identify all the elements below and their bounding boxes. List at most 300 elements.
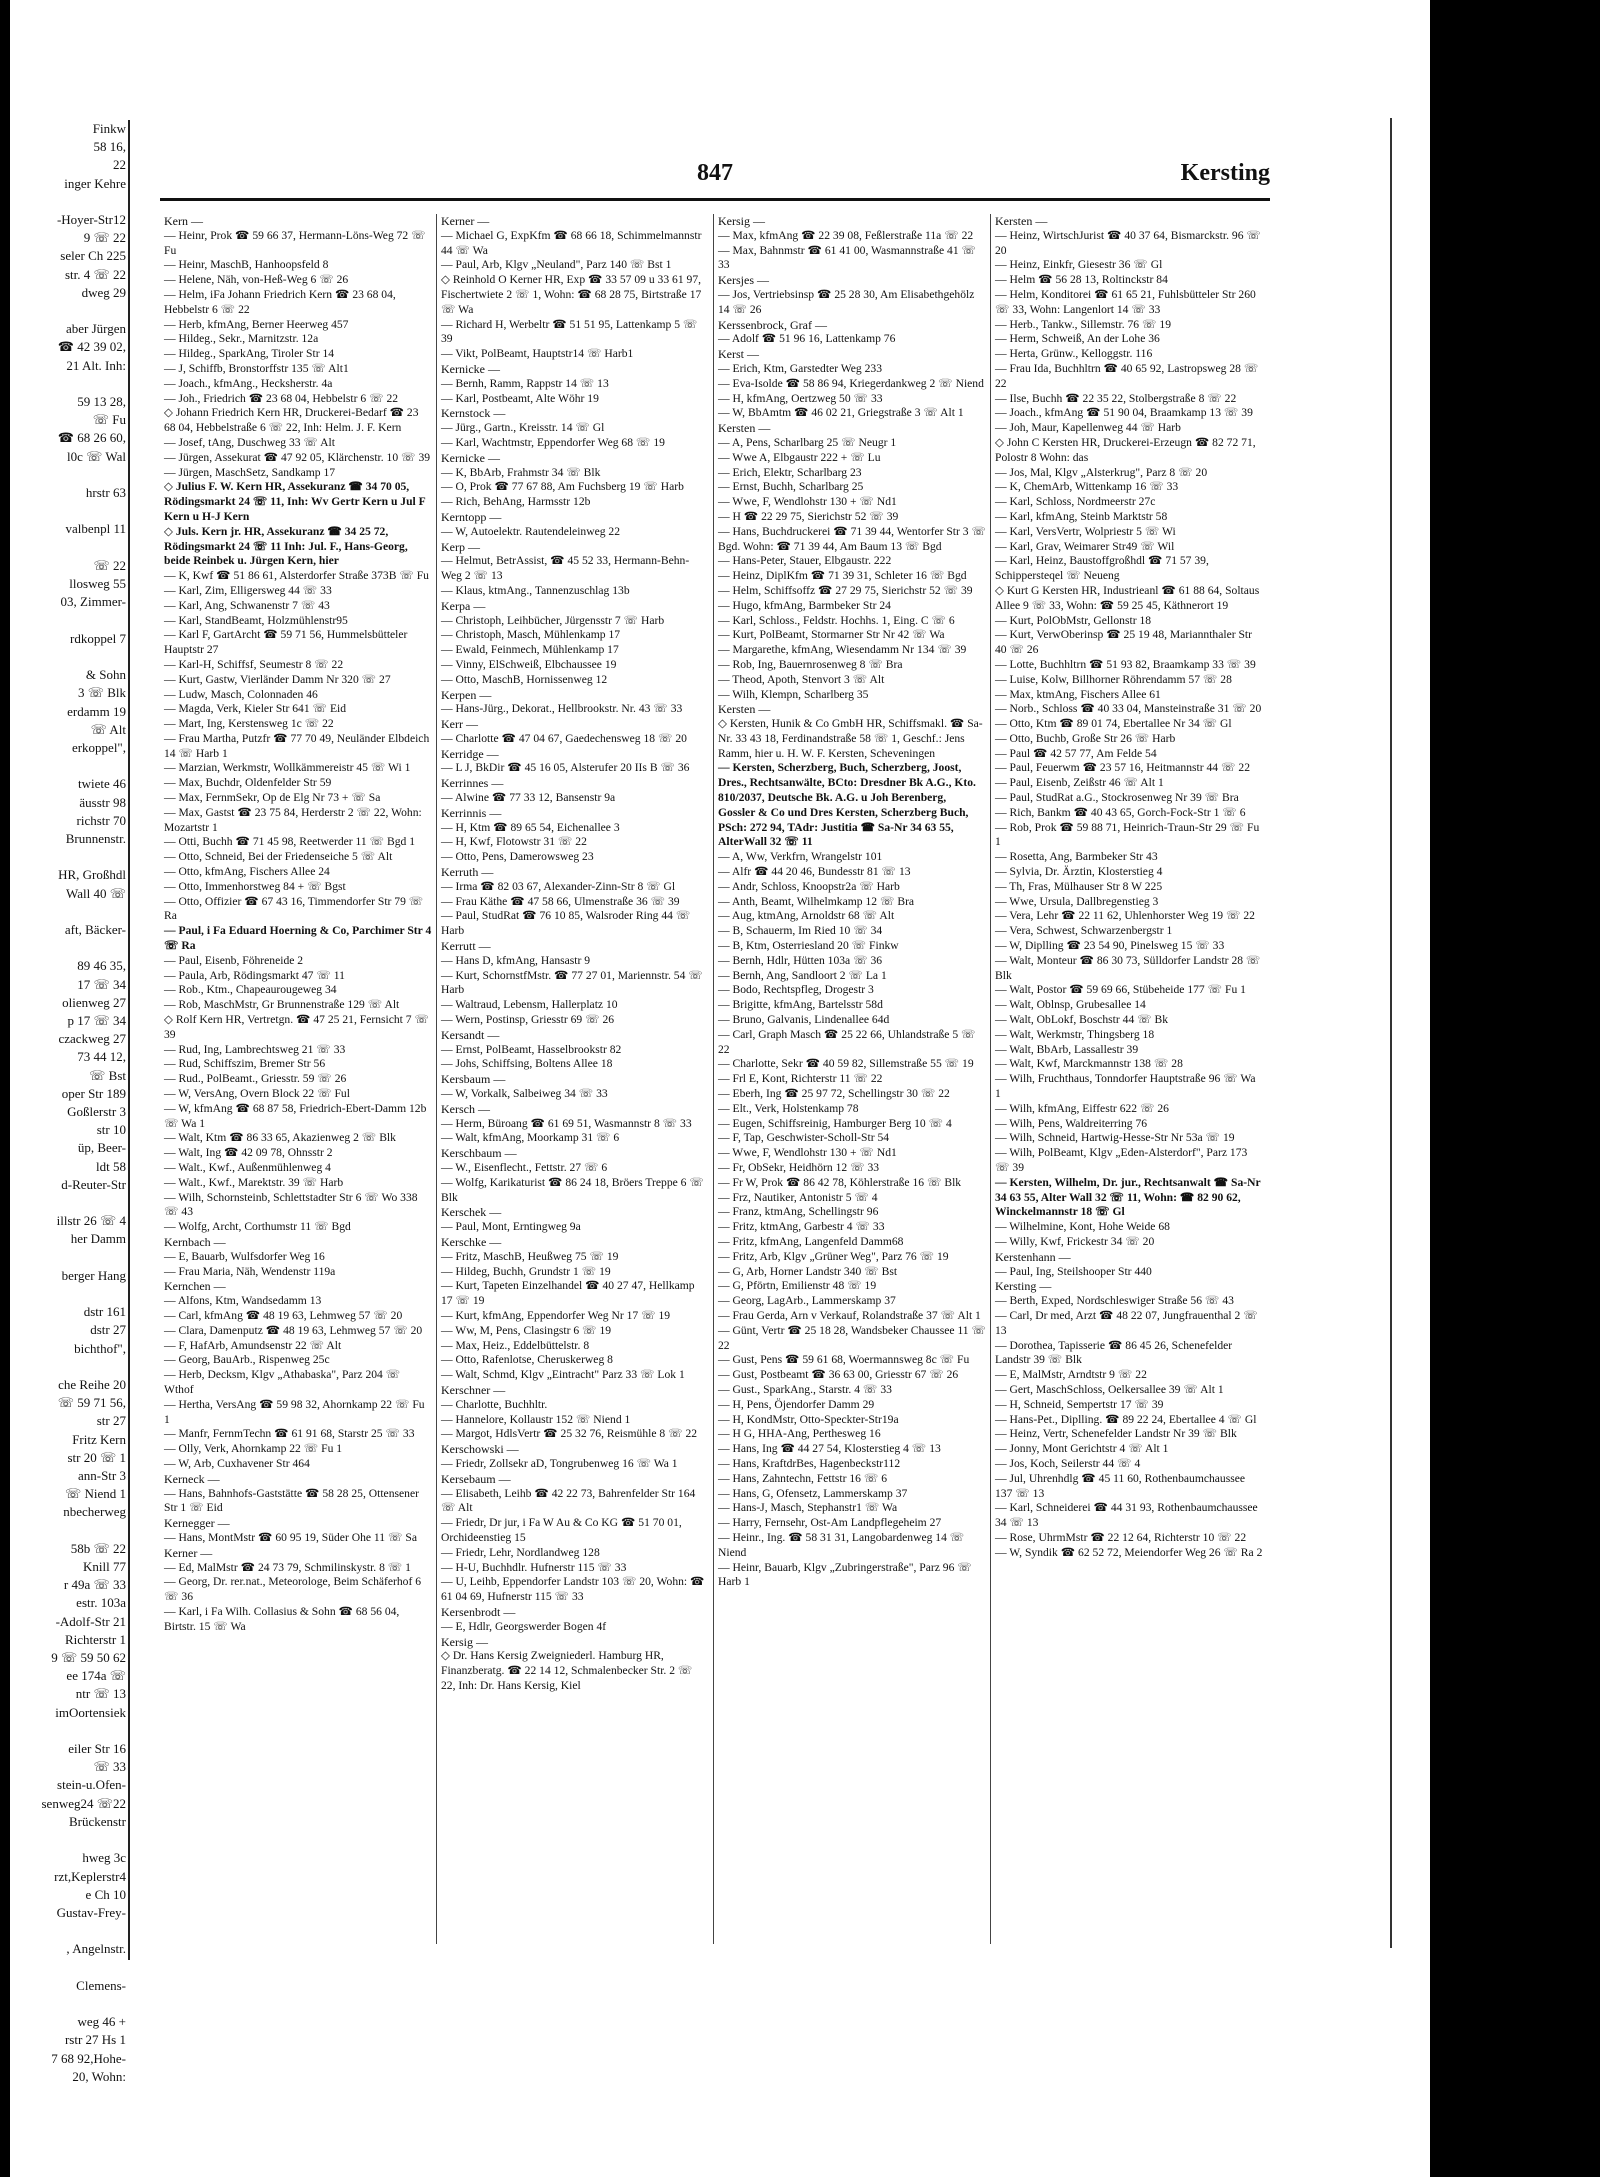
- directory-entry: — Walt, Monteur ☎ 86 30 73, Sülldorfer Landstr 28 ☏ Blk: [995, 953, 1261, 982]
- directory-entry: — Brigitte, kfmAng, Bartelsstr 58d: [718, 998, 883, 1012]
- directory-entry: — Frz, Nautiker, Antonistr 5 ☏ 4: [718, 1190, 878, 1204]
- directory-entry: — Georg, BauArb., Rispenweg 25c: [164, 1353, 330, 1367]
- directory-entry: — Heinz, Einkfr, Giesestr 36 ☏ Gl: [995, 258, 1163, 272]
- directory-entry: — W, Syndik ☎ 62 52 72, Meiendorfer Weg 26 ☏ Ra 2: [995, 1545, 1263, 1559]
- directory-entry: — Jos, Vertriebsinsp ☎ 25 28 30, Am Elisabethgehölz 14 ☏ 26: [718, 287, 975, 316]
- prev-page-line: [0, 375, 128, 393]
- directory-entry: — Paul, Eisenb, Föhreneide 2: [164, 953, 304, 967]
- prev-page-line: [0, 1522, 128, 1540]
- directory-entry: — Walt, Oblnsp, Grubesallee 14: [995, 998, 1146, 1012]
- surname-heading: Kersenbrodt —: [441, 1604, 516, 1619]
- prev-page-line: [0, 903, 128, 921]
- directory-entry: — Friedr, Lehr, Nordlandweg 128: [441, 1545, 600, 1559]
- directory-entry: — Otto, Immenhorstweg 84 + ☏ Bgst: [164, 879, 346, 893]
- directory-entry: — Paul, Feuerwm ☎ 23 57 16, Heitmannstr 44 ☏ 22: [995, 761, 1250, 775]
- prev-page-line: aft, Bäcker-: [64, 921, 126, 937]
- directory-entry: — Herta, Grünw., Kelloggstr. 116: [995, 347, 1153, 361]
- prev-page-line: olienweg 27: [62, 994, 126, 1010]
- surname-heading: Kerpa —: [441, 598, 486, 613]
- prev-page-line: [0, 193, 128, 211]
- directory-entry: — Manfr, FernmTechn ☎ 61 91 68, Starstr 25 ☏ 33: [164, 1427, 415, 1441]
- directory-entry: — Hans-Peter, Stauer, Elbgaustr. 222: [718, 554, 892, 568]
- prev-page-line: p 17 ☏ 34: [67, 1012, 126, 1028]
- directory-entry: — Max, ktmAng, Fischers Allee 61: [995, 687, 1161, 701]
- prev-page-line: llosweg 55: [69, 576, 126, 592]
- directory-entry: — Otto, Schneid, Bei der Friedenseiche 5 ☏ Alt: [164, 850, 393, 864]
- directory-entry: — Hildeg., Sekr., Marnitzstr. 12a: [164, 332, 319, 346]
- directory-entry: — Anth, Beamt, Wilhelmkamp 12 ☏ Bra: [718, 894, 915, 908]
- prev-page-line: [0, 1722, 128, 1740]
- surname-heading: Kerneck —: [164, 1471, 220, 1486]
- prev-page-line: richstr 70: [76, 812, 126, 828]
- directory-entry: — Marzian, Werkmstr, Wollkämmereistr 45 ☏ Wi 1: [164, 761, 411, 775]
- directory-entry: — Johs, Schiffsing, Boltens Allee 18: [441, 1057, 613, 1071]
- directory-entry: — Rud, Schiffszim, Bremer Str 56: [164, 1057, 326, 1071]
- directory-entry: — Rosetta, Ang, Barmbeker Str 43: [995, 850, 1158, 864]
- directory-entry: — Jürgen, Assekurat ☎ 47 92 05, Klärchenstr. 10 ☏ 39: [164, 450, 431, 464]
- directory-entry: — O, Prok ☎ 77 67 88, Am Fuchsberg 19 ☏ Harb: [441, 480, 684, 494]
- directory-entry: — Wilh, Fruchthaus, Tonndorfer Hauptstraße 96 ☏ Wa 1: [995, 1072, 1256, 1101]
- column-1: [160, 214, 437, 1944]
- surname-heading: Kerssenbrock, Graf —: [718, 317, 827, 332]
- directory-entry: — Kurt, SchornstfMstr. ☎ 77 27 01, Mariennstr. 54 ☏ Harb: [441, 968, 703, 997]
- directory-entry: — Ww, M, Pens, Clasingstr 6 ☏ 19: [441, 1323, 612, 1337]
- directory-entry: — F, HafArb, Amundsenstr 22 ☏ Alt: [164, 1338, 342, 1352]
- directory-entry: — Wern, Postinsp, Griesstr 69 ☏ 26: [441, 1013, 615, 1027]
- surname-heading: Kersig —: [441, 1634, 488, 1649]
- directory-entry: — Ernst, PolBeamt, Hasselbrookstr 82: [441, 1042, 622, 1056]
- surname-heading: Kersig —: [718, 214, 765, 228]
- directory-entry: — H G, HHA-Ang, Perthesweg 16: [718, 1427, 881, 1441]
- directory-entry: — Joh, Maur, Kapellenweg 44 ☏ Harb: [995, 421, 1181, 435]
- surname-heading: Kerp —: [441, 539, 480, 554]
- directory-entry: — Karl, Schneiderei ☎ 44 31 93, Rothenbaumchaussee 34 ☏ 13: [995, 1501, 1258, 1530]
- directory-entry: — G, Pförtn, Emilienstr 48 ☏ 19: [718, 1279, 877, 1293]
- directory-entry: — Bruno, Galvanis, Lindenallee 64d: [718, 1013, 890, 1027]
- directory-entry: — Fritz, Arb, Klgv „Grüner Weg", Parz 76 ☏ 19: [718, 1249, 949, 1263]
- directory-entry: — Karl, Zim, Elligersweg 44 ☏ 33: [164, 583, 332, 597]
- directory-entry: — Irma ☎ 82 03 67, Alexander-Zinn-Str 8 ☏ Gl: [441, 879, 676, 893]
- surname-heading: Kerr —: [441, 717, 478, 732]
- prev-page-line: ☎ 42 39 02,: [57, 339, 126, 355]
- directory-entry: — Karl, VersVertr, Wolpriestr 5 ☏ Wi: [995, 524, 1176, 538]
- directory-entry: — Aug, ktmAng, Arnoldstr 68 ☏ Alt: [718, 909, 895, 923]
- directory-entry: ◇ Julius F. W. Kern HR, Assekuranz ☎ 34 70 05, Rödingsmarkt 24 ☏ 11, Inh: Wv Gertr Kern u Jul F Kern u H-J Kern: [164, 480, 426, 523]
- prev-page-line: [0, 1358, 128, 1376]
- directory-entry: — Walt, Werkmstr, Thingsberg 18: [995, 1027, 1155, 1041]
- directory-entry: — Theod, Apoth, Stenvort 3 ☏ Alt: [718, 672, 885, 686]
- directory-entry: — Otto, Ktm ☎ 89 01 74, Ebertallee Nr 34 ☏ Gl: [995, 717, 1232, 731]
- directory-entry: — Karl, kfmAng, Steinb Marktstr 58: [995, 509, 1168, 523]
- directory-entry: — Wilh, kfmAng, Eiffestr 622 ☏ 26: [995, 1101, 1169, 1115]
- directory-entry: — Wwe, Ursula, Dallbregenstieg 3: [995, 894, 1159, 908]
- directory-entry: — W, Vorkalk, Salbeiweg 34 ☏ 33: [441, 1087, 608, 1101]
- directory-entry: — Paul ☎ 42 57 77, Am Felde 54: [995, 746, 1157, 760]
- directory-entry: — Georg, LagArb., Lammerskamp 37: [718, 1294, 896, 1308]
- prev-page-line: ☏ 59 71 56,: [57, 1395, 126, 1411]
- directory-entry: — Hannelore, Kollaustr 152 ☏ Niend 1: [441, 1412, 631, 1426]
- prev-page-line: valbenpl 11: [65, 521, 126, 537]
- prev-page-line: eiler Str 16: [68, 1741, 126, 1757]
- directory-entry: — Helm, Schiffsoffz ☎ 27 29 75, Sierichstr 52 ☏ 39: [718, 583, 973, 597]
- directory-entry: — Frau Gerda, Arn v Verkauf, Rolandstraße 37 ☏ Alt 1: [718, 1308, 981, 1322]
- directory-entry: — Karl, Ang, Schwanenstr 7 ☏ 43: [164, 598, 330, 612]
- surname-heading: Kernbach —: [164, 1234, 226, 1249]
- running-head: Kersting: [1180, 160, 1270, 186]
- directory-entry: ◇ Kersten, Hunik & Co GmbH HR, Schiffsmakl. ☎ Sa-Nr. 33 43 18, Ferdinandstraße 58 ☏ 1, Geschf.: Jens Ramm, hier u. H. W. F. Kersten, Scheveningen: [718, 717, 983, 760]
- directory-entry: — Wilh, Schneid, Hartwig-Hesse-Str Nr 53a ☏ 19: [995, 1131, 1235, 1145]
- directory-entry: — B, Ktm, Osterriesland 20 ☏ Finkw: [718, 939, 899, 953]
- directory-entry: — Rose, UhrmMstr ☎ 22 12 64, Richterstr 10 ☏ 22: [995, 1530, 1247, 1544]
- prev-page-line: dweg 29: [81, 284, 126, 300]
- prev-page-line: d-Reuter-Str: [61, 1176, 126, 1192]
- directory-entry: — Wilh, Pens, Waldreiterring 76: [995, 1116, 1148, 1130]
- directory-entry: — Max, kfmAng ☎ 22 39 08, Feßlerstraße 11a ☏ 22: [718, 228, 974, 242]
- directory-entry: — Hans-Jürg., Dekorat., Hellbrookstr. Nr. 43 ☏ 33: [441, 702, 683, 716]
- directory-entry: — Kurt, Tapeten Einzelhandel ☎ 40 27 47, Hellkamp 17 ☏ 19: [441, 1279, 695, 1308]
- prev-page-line: nbecherweg: [63, 1504, 126, 1520]
- directory-entry: — W, BbAmtm ☎ 46 02 21, Griegstraße 3 ☏ Alt 1: [718, 406, 964, 420]
- directory-entry: — Otto, Rafenlotse, Cheruskerweg 8: [441, 1353, 613, 1367]
- prev-page-line: 03, Zimmer-: [60, 594, 126, 610]
- directory-entry: — Th, Fras, Mülhauser Str 8 W 225: [995, 879, 1163, 893]
- directory-entry: — Walt, kfmAng, Moorkamp 31 ☏ 6: [441, 1131, 620, 1145]
- directory-entry: — Gert, MaschSchloss, Oelkersallee 39 ☏ Alt 1: [995, 1382, 1224, 1396]
- directory-entry: — H-U, Buchhdlr. Hufnerstr 115 ☏ 33: [441, 1560, 627, 1574]
- surname-heading: Kernegger —: [164, 1516, 230, 1531]
- directory-entry: — Heinr, MaschB, Hanhoopsfeld 8: [164, 258, 329, 272]
- prev-page-line: rstr 27 Hs 1: [64, 2032, 126, 2048]
- prev-page-line: [0, 1831, 128, 1849]
- surname-heading: Kerschowski —: [441, 1442, 519, 1457]
- directory-entry: — Charlotte, Sekr ☎ 40 59 82, Sillemstraße 55 ☏ 19: [718, 1057, 974, 1071]
- directory-entry: — Jul, Uhrenhdlg ☎ 45 11 60, Rothenbaumchaussee 137 ☏ 13: [995, 1471, 1246, 1500]
- directory-entry: — Herb, Decksm, Klgv „Athabaska", Parz 204 ☏ Wthof: [164, 1368, 401, 1396]
- directory-entry: — Christoph, Leihbücher, Jürgensstr 7 ☏ Harb: [441, 613, 665, 627]
- page-number: 847: [697, 160, 733, 186]
- directory-entry: — Jonny, Mont Gerichtstr 4 ☏ Alt 1: [995, 1442, 1169, 1456]
- directory-entry: — Vikt, PolBeamt, Hauptstr14 ☏ Harb1: [441, 347, 634, 361]
- directory-entry: — Klaus, ktmAng., Tannenzuschlag 13b: [441, 583, 630, 597]
- prev-page-line: imOortensiek: [55, 1704, 126, 1720]
- surname-heading: Kerstenhann —: [995, 1249, 1071, 1264]
- directory-entry: ◇ Juls. Kern jr. HR, Assekuranz ☎ 34 25 72, Rödingsmarkt 24 ☏ 11 Inh: Jul. F., Hans-Georg, beide Reinbek u. Jürgen Kern, hier: [164, 524, 408, 568]
- directory-entry: — Willy, Kwf, Frickestr 34 ☏ 20: [995, 1234, 1155, 1248]
- directory-entry: — Rich, BehAng, Harmsstr 12b: [441, 495, 591, 509]
- directory-entry: — Gust., SparkAng., Starstr. 4 ☏ 33: [718, 1382, 892, 1396]
- prev-page-line: Knill 77: [83, 1559, 126, 1575]
- surname-heading: Kernstock —: [441, 406, 506, 421]
- prev-page-line: HR, Großhdl: [58, 867, 126, 883]
- prev-page-line: 3 ☏ Blk: [77, 685, 126, 701]
- directory-entry: — Ed, MalMstr ☎ 24 73 79, Schmilinskystr. 8 ☏ 1: [164, 1560, 411, 1574]
- directory-entry: — Hertha, VersAng ☎ 59 98 32, Ahornkamp 22 ☏ Fu 1: [164, 1397, 425, 1426]
- directory-entry: — L J, BkDir ☎ 45 16 05, Alsterufer 20 IIs B ☏ 36: [441, 761, 690, 775]
- directory-entry: — Jos, Mal, Klgv „Alsterkrug", Parz 8 ☏ 20: [995, 465, 1208, 479]
- surname-heading: Kerrinnes —: [441, 776, 504, 791]
- directory-entry: — Eugen, Schiffsreinig, Hamburger Berg 10 ☏ 4: [718, 1116, 952, 1130]
- prev-page-line: 58 16,: [93, 139, 126, 155]
- prev-page-line: oper Str 189: [61, 1085, 126, 1101]
- directory-entry: — Walt, Schmd, Klgv „Eintracht" Parz 33 ☏ Lok 1: [441, 1368, 685, 1382]
- prev-page-line: Fritz Kern: [72, 1431, 126, 1447]
- directory-entry: — Hans, Buchdruckerei ☎ 71 39 44, Wentorfer Str 3 ☏ Bgd. Wohn: ☎ 71 39 44, Am Baum 13 ☏ Bgd: [718, 524, 986, 553]
- directory-entry: — Alwine ☎ 77 33 12, Bansenstr 9a: [441, 791, 616, 805]
- prev-page-line: ☏ 22: [93, 557, 126, 573]
- directory-entry: — Kurt, Gastw, Vierländer Damm Nr 320 ☏ 27: [164, 672, 391, 686]
- directory-entry: — Fritz, ktmAng, Garbestr 4 ☏ 33: [718, 1220, 885, 1234]
- directory-entry: — J, Schiffb, Bronstorffstr 135 ☏ Alt1: [164, 361, 349, 375]
- directory-entry: — Georg, Dr. rer.nat., Meteorologe, Beim Schäferhof 6 ☏ 36: [164, 1575, 422, 1604]
- directory-entry: — Karl F, GartArcht ☎ 59 71 56, Hummelsbütteler Hauptstr 27: [164, 628, 408, 657]
- directory-entry: — Carl, kfmAng ☎ 48 19 63, Lehmweg 57 ☏ 20: [164, 1308, 403, 1322]
- prev-page-line: ☏ 33: [93, 1759, 126, 1775]
- prev-page-line: , Angelnstr.: [66, 1941, 126, 1957]
- prev-page-line: erkoppel",: [71, 739, 126, 755]
- directory-entry: — Kurt, kfmAng, Eppendorfer Weg Nr 17 ☏ 19: [441, 1308, 671, 1322]
- directory-entry: — Waltraud, Lebensm, Hallerplatz 10: [441, 998, 618, 1012]
- prev-page-line: rzt,Keplerstr4: [54, 1868, 126, 1884]
- directory-entry: — F, Tap, Geschwister-Scholl-Str 54: [718, 1131, 890, 1145]
- directory-entry: — Helm ☎ 56 28 13, Roltinckstr 84: [995, 273, 1168, 287]
- directory-entry: — Josef, tAng, Duschweg 33 ☏ Alt: [164, 435, 336, 449]
- directory-entry: ◇ Reinhold O Kerner HR, Exp ☎ 33 57 09 u 33 61 97, Fischertwiete 2 ☏ 1, Wohn: ☎ 68 28 75, Birtstraße 17 ☏ Wa: [441, 273, 702, 316]
- surname-heading: Kerst —: [718, 347, 759, 362]
- directory-entry: — Erich, Ktm, Garstedter Weg 233: [718, 361, 883, 375]
- directory-entry: — E, MalMstr, Arndtstr 9 ☏ 22: [995, 1368, 1147, 1382]
- prev-page-line: erdamm 19: [67, 703, 126, 719]
- prev-page-line: äusstr 98: [79, 794, 126, 810]
- prev-page-line: aber Jürgen: [65, 321, 126, 337]
- directory-entry: — Rob., Ktm., Chapeaurougeweg 34: [164, 983, 337, 997]
- prev-page-line: str. 4 ☏ 22: [64, 266, 126, 282]
- directory-entry: — Fr, ObSekr, Heidhörn 12 ☏ 33: [718, 1161, 880, 1174]
- surname-heading: Kersbaum —: [441, 1072, 506, 1087]
- directory-entry: — Sylvia, Dr. Ärztin, Klosterstieg 4: [995, 865, 1163, 879]
- prev-page-line: 73 44 12,: [77, 1049, 126, 1065]
- directory-entry: — Karl, Wachtmstr, Eppendorfer Weg 68 ☏ 19: [441, 435, 665, 449]
- surname-heading: Kersten —: [718, 702, 771, 717]
- directory-entry: — Heinr, Bauarb, Klgv „Zubringerstraße", Parz 96 ☏ Harb 1: [718, 1560, 972, 1589]
- prev-page-line: ann-Str 3: [77, 1468, 126, 1484]
- prev-page-line: üp, Beer-: [77, 1140, 126, 1156]
- prev-page-line: 7 68 92,Hohe-: [51, 2050, 126, 2066]
- prev-page-line: ☎ 68 26 60,: [57, 430, 126, 446]
- directory-entry: — K, Kwf ☎ 51 86 61, Alsterdorfer Straße 373B ☏ Fu: [164, 569, 429, 583]
- directory-entry: — Wwe A, Elbgaustr 222 + ☏ Lu: [718, 450, 881, 464]
- directory-entry: — Karl, StandBeamt, Holzmühlenstr95: [164, 613, 348, 627]
- prev-page-line: Finkw: [92, 121, 126, 136]
- prev-page-line: 17 ☏ 34: [77, 976, 126, 992]
- directory-entry: — Bodo, Rechtspfleg, Drogestr 3: [718, 983, 874, 997]
- directory-entry: — Rud., PolBeamt., Griesstr. 59 ☏ 26: [164, 1072, 347, 1086]
- prev-page-line: rdkoppel 7: [70, 630, 126, 646]
- directory-entry: — Wwe, F, Wendlohstr 130 + ☏ Nd1: [718, 1146, 897, 1160]
- prev-page-line: Wall 40 ☏: [66, 885, 126, 901]
- prev-page-line: [0, 1995, 128, 2013]
- directory-entry: — A, Ww, Verkfrn, Wrangelstr 101: [718, 850, 883, 864]
- prev-page-line: 21 Alt. Inh:: [66, 357, 126, 373]
- directory-entry: — Hans, MontMstr ☎ 60 95 19, Süder Ohe 11 ☏ Sa: [164, 1530, 417, 1544]
- surname-heading: Kerschek —: [441, 1205, 502, 1220]
- directory-entry: — Ewald, Feinmech, Mühlenkamp 17: [441, 643, 619, 657]
- directory-entry: — Wwe, F, Wendlohstr 130 + ☏ Nd1: [718, 495, 897, 509]
- directory-entry: ◇ Johann Friedrich Kern HR, Druckerei-Bedarf ☎ 23 68 04, Hebbelstraße 6 ☏ 22, Inh: Helm. J. F. Kern: [164, 406, 419, 435]
- directory-entry: — Helmut, BetrAssist, ☎ 45 52 33, Hermann-Behn-Weg 2 ☏ 13: [441, 554, 690, 583]
- prev-page-line: weg 46 +: [77, 2014, 126, 2030]
- directory-entry: — Walt., Kwf., Außenmühlenweg 4: [164, 1161, 331, 1174]
- directory-entry: — Walt, Ktm ☎ 86 33 65, Akazienweg 2 ☏ Blk: [164, 1131, 396, 1145]
- directory-entry: — W, VersAng, Overn Block 22 ☏ Ful: [164, 1087, 350, 1101]
- directory-entry: — Wilhelmine, Kont, Hohe Weide 68: [995, 1220, 1170, 1234]
- directory-entry: — Gust, Postbeamt ☎ 36 63 00, Griesstr 67 ☏ 26: [718, 1368, 959, 1382]
- directory-entry: — Bernh, Ang, Sandloort 2 ☏ La 1: [718, 968, 887, 982]
- directory-entry: — Vinny, ElSchweiß, Elbchaussee 19: [441, 657, 617, 671]
- prev-page-line: e Ch 10: [85, 1886, 126, 1902]
- prev-page-line: twiete 46: [77, 776, 126, 792]
- surname-heading: Kerntopp —: [441, 509, 502, 524]
- directory-entry: ◇ Dr. Hans Kersig Zweigniederl. Hamburg HR, Finanzberatg. ☎ 22 14 12, Schmalenbecker Str. 2 ☏ 22, Inh: Dr. Hans Kersig, Kiel: [441, 1649, 693, 1692]
- directory-entry: — Heinz, DiplKfm ☎ 71 39 31, Schleter 16 ☏ Bgd: [718, 569, 967, 583]
- prev-page-line: [0, 939, 128, 957]
- directory-entry: — Heinr, Prok ☎ 59 66 37, Hermann-Löns-Weg 72 ☏ Fu: [164, 228, 426, 257]
- prev-page-line: czackweg 27: [58, 1031, 126, 1047]
- directory-entry: — H, KondMstr, Otto-Speckter-Str19a: [718, 1412, 899, 1426]
- prev-page-line: ldt 58: [96, 1158, 126, 1174]
- directory-entry: — H, Ktm ☎ 89 65 54, Eichenallee 3: [441, 820, 620, 834]
- directory-entry: — Fritz, MaschB, Heußweg 75 ☏ 19: [441, 1249, 619, 1263]
- page-header: [160, 158, 1270, 201]
- directory-entry: — Ludw, Masch, Colonnaden 46: [164, 687, 318, 701]
- directory-entry: — Hans, Bahnhofs-Gaststätte ☎ 58 28 25, Ottensener Str 1 ☏ Eid: [164, 1486, 419, 1515]
- directory-entry: — Karl, Postbeamt, Alte Wöhr 19: [441, 391, 599, 405]
- directory-entry: — Berth, Exped, Nordschleswiger Straße 56 ☏ 43: [995, 1294, 1234, 1308]
- prev-page-line: & Sohn: [85, 667, 126, 683]
- directory-entry: — Rob, Ing, Bauernrosenweg 8 ☏ Bra: [718, 657, 903, 671]
- directory-entry: — Paul, StudRat a.G., Stockrosenweg Nr 39 ☏ Bra: [995, 791, 1239, 805]
- prev-page-line: [0, 611, 128, 629]
- directory-entry: — E, Bauarb, Wulfsdorfer Weg 16: [164, 1249, 325, 1263]
- prev-page-line: ☏ Bst: [89, 1067, 126, 1083]
- directory-entry: — Paul, StudRat ☎ 76 10 85, Walsroder Ring 44 ☏ Harb: [441, 909, 691, 938]
- directory-entry: — Friedr, Dr jur, i Fa W Au & Co KG ☎ 51 70 01, Orchideenstieg 15: [441, 1516, 682, 1544]
- directory-entry: — Magda, Verk, Kieler Str 641 ☏ Eid: [164, 702, 347, 716]
- directory-entry: — Walt, Postor ☎ 59 69 66, Stübeheide 177 ☏ Fu 1: [995, 983, 1246, 997]
- prev-page-line: str 20 ☏ 1: [67, 1449, 126, 1465]
- surname-heading: Kerner —: [441, 214, 490, 228]
- directory-entry: — Hildeg, Buchh, Grundstr 1 ☏ 19: [441, 1264, 611, 1278]
- directory-entry: — Helm, Konditorei ☎ 61 65 21, Fuhlsbütteler Str 260 ☏ 33, Wohn: Langenlort 14 ☏ 33: [995, 287, 1256, 316]
- prev-page-line: senweg24 ☏22: [41, 1795, 126, 1811]
- directory-entry: — K, ChemArb, Wittenkamp 16 ☏ 33: [995, 480, 1179, 494]
- directory-entry: ◇ John C Kersten HR, Druckerei-Erzeugn ☎ 82 72 71, Polostr 8 Wohn: das: [995, 435, 1256, 464]
- directory-entry: — U, Leihb, Eppendorfer Landstr 103 ☏ 20, Wohn: ☎ 61 04 69, Hufnerstr 115 ☏ 33: [441, 1575, 705, 1604]
- prev-page-line: illstr 26 ☏ 4: [56, 1213, 126, 1229]
- directory-entry: ◇ Rolf Kern HR, Vertretgn. ☎ 47 25 21, Fernsicht 7 ☏ 39: [164, 1013, 429, 1041]
- directory-entry: — Hildeg., SparkAng, Tiroler Str 14: [164, 347, 335, 361]
- prev-page-line: [0, 648, 128, 666]
- prev-page-line: Clemens-: [76, 1977, 126, 1993]
- prev-page-line: [0, 1959, 128, 1977]
- directory-entry: — Max, Heiz., Eddelbüttelstr. 8: [441, 1338, 590, 1352]
- directory-entry: — Helene, Näh, von-Heß-Weg 6 ☏ 26: [164, 273, 349, 287]
- directory-entry: — Karl, i Fa Wilh. Collasius & Sohn ☎ 68 56 04, Birtstr. 15 ☏ Wa: [164, 1604, 400, 1633]
- directory-entry: — Erich, Elektr, Scharlbarg 23: [718, 465, 862, 479]
- prev-page-line: Brunnenstr.: [65, 830, 126, 846]
- directory-entry: — Rob, Prok ☎ 59 88 71, Heinrich-Traun-Str 29 ☏ Fu 1: [995, 820, 1260, 849]
- directory-entry: — Paul, Mont, Erntingweg 9a: [441, 1220, 581, 1234]
- directory-entry: — Kersten, Scherzberg, Buch, Scherzberg, Joost, Dres., Rechtsanwälte, BCto: Dresdner Bk A.G., Kto. 810/2037, Deutsche Bk. A.G. u Joh Berenberg, Gossler & Co und Dres Kersten, Scherzberg Buch, PSch: 272 94, TAdr: Justitia ☎ Sa-Nr 34 63 55, AlterWall 32 ☏ 11: [718, 761, 976, 849]
- prev-page-line: str 10: [96, 1122, 126, 1138]
- directory-entry: — Otto, kfmAng, Fischers Allee 24: [164, 865, 330, 879]
- directory-entry: — Franz, ktmAng, Schellingstr 96: [718, 1205, 879, 1219]
- surname-heading: Kersten —: [718, 421, 771, 436]
- surname-heading: Kerner —: [164, 1545, 213, 1560]
- directory-entry: — Frau Ida, Buchhltrn ☎ 40 65 92, Lastropsweg 28 ☏ 22: [995, 361, 1259, 390]
- directory-entry: — Max, Bahnmstr ☎ 61 41 00, Wasmannstraße 41 ☏ 33: [718, 243, 977, 272]
- prev-page-line: 9 ☏ 59 50 62: [51, 1650, 126, 1666]
- directory-entry: — G, Arb, Horner Landstr 340 ☏ Bst: [718, 1264, 898, 1278]
- directory-entry: — Walt, BbArb, Lassallestr 39: [995, 1042, 1139, 1056]
- directory-entry: — Karl, Schloss, Nordmeerstr 27c: [995, 495, 1156, 509]
- directory-entry: — K, BbArb, Frahmstr 34 ☏ Blk: [441, 465, 601, 479]
- surname-heading: Kerrutt —: [441, 939, 491, 954]
- directory-entry: — Frl E, Kont, Richterstr 11 ☏ 22: [718, 1072, 883, 1086]
- directory-entry: — Wilh, Schornsteinb, Schlettstadter Str 6 ☏ Wo 338 ☏ 43: [164, 1190, 418, 1219]
- directory-entry: — Walt., Kwf., Marektstr. 39 ☏ Harb: [164, 1175, 344, 1189]
- directory-entry: — Wolfg, Karikaturist ☎ 86 24 18, Bröers Treppe 6 ☏ Blk: [441, 1175, 704, 1204]
- prev-page-line: l0c ☏ Wal: [66, 448, 126, 464]
- directory-entry: — W, kfmAng ☎ 68 87 58, Friedrich-Ebert-Damm 12b ☏ Wa 1: [164, 1101, 427, 1130]
- previous-page-sliver: [0, 120, 130, 2084]
- directory-entry: — Hans, KraftdrBes, Hagenbeckstr112: [718, 1456, 901, 1470]
- directory-entry: — Frau Maria, Näh, Wendenstr 119a: [164, 1264, 336, 1278]
- prev-page-line: [0, 466, 128, 484]
- directory-entry: — Fr W, Prok ☎ 86 42 78, Köhlerstraße 16 ☏ Blk: [718, 1175, 962, 1189]
- directory-entry: — Heinz, Vertr, Schenefelder Landstr Nr 39 ☏ Blk: [995, 1427, 1237, 1441]
- surname-heading: Kersandt —: [441, 1027, 500, 1042]
- directory-entry: — Bernh, Ramm, Rappstr 14 ☏ 13: [441, 376, 609, 390]
- directory-entry: — Margarethe, kfmAng, Wiesendamm Nr 134 ☏ 39: [718, 643, 967, 657]
- directory-entry: — Paul, Eisenb, Zeißstr 46 ☏ Alt 1: [995, 776, 1164, 790]
- directory-entry: — Max, FernmSekr, Op de Elg Nr 73 + ☏ Sa: [164, 791, 381, 805]
- prev-page-line: Gustav-Frey-: [56, 1904, 126, 1920]
- directory-entry: — Friedr, Zollsekr aD, Tongrubenweg 16 ☏ Wa 1: [441, 1456, 678, 1470]
- surname-heading: Kerridge —: [441, 746, 499, 761]
- directory-entry: — Alfr ☎ 44 20 46, Bundesstr 81 ☏ 13: [718, 865, 911, 879]
- prev-page-line: [0, 539, 128, 557]
- directory-entry: — Kersten, Wilhelm, Dr. jur., Rechtsanwalt ☎ Sa-Nr 34 63 55, Alter Wall 32 ☏ 11, Wohn: ☎ 82 90 62, Winckelmannstr 18 ☏ Gl: [995, 1175, 1261, 1219]
- surname-heading: Kerschner —: [441, 1382, 506, 1397]
- directory-entry: — Clara, Damenputz ☎ 48 19 63, Lehmweg 57 ☏ 20: [164, 1323, 423, 1337]
- prev-page-line: Brückenstr: [68, 1813, 126, 1829]
- directory-columns: [160, 214, 1270, 1944]
- prev-page-line: -Adolf-Str 21: [55, 1613, 126, 1629]
- directory-entry: — Elisabeth, Leihb ☎ 42 22 73, Bahrenfelder Str 164 ☏ Alt: [441, 1486, 696, 1515]
- directory-entry: — Elt., Verk, Holstenkamp 78: [718, 1101, 859, 1115]
- prev-page-line: [0, 757, 128, 775]
- prev-page-line: her Damm: [70, 1231, 126, 1247]
- prev-page-line: [0, 502, 128, 520]
- column-4: [991, 214, 1268, 1944]
- directory-entry: — Ernst, Buchh, Scharlbarg 25: [718, 480, 864, 494]
- directory-entry: — Rud, Ing, Lambrechtsweg 21 ☏ 33: [164, 1042, 346, 1056]
- directory-entry: — E, Hdlr, Georgswerder Bogen 4f: [441, 1619, 607, 1633]
- prev-page-line: berger Hang: [61, 1267, 126, 1283]
- directory-entry: — B, Schauerm, Im Ried 10 ☏ 34: [718, 924, 883, 938]
- prev-page-line: dstr 161: [83, 1304, 126, 1320]
- directory-entry: — Paul, Arb, Klgv „Neuland", Parz 140 ☏ Bst 1: [441, 258, 672, 272]
